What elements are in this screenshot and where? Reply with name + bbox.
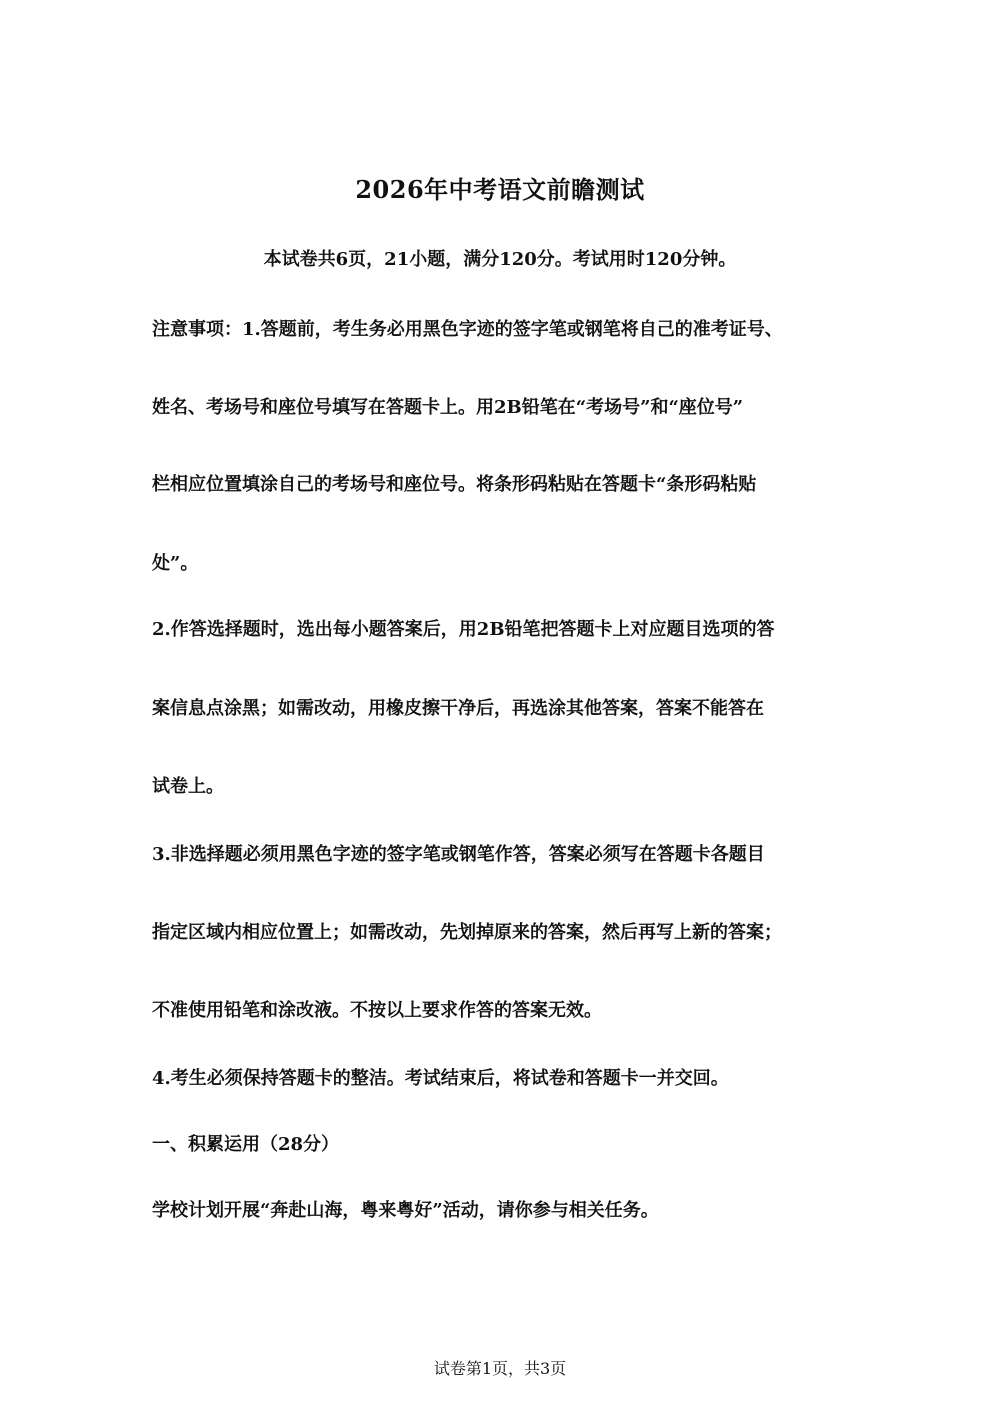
notice-line: 试卷上。 bbox=[152, 776, 224, 797]
section-heading: 一、积累运用（28分） bbox=[152, 1134, 340, 1155]
notice-line: 不准使用铅笔和涂改液。不按以上要求作答的答案无效。 bbox=[152, 1000, 602, 1021]
notice-line: 姓名、考场号和座位号填写在答题卡上。用2B铅笔在“考场号”和“座位号” bbox=[152, 397, 744, 418]
notice-line: 3.非选择题必须用黑色字迹的签字笔或钢笔作答，答案必须写在答题卡各题目 bbox=[152, 844, 765, 865]
notice-line: 处”。 bbox=[152, 553, 199, 574]
notice-line: 指定区域内相应位置上；如需改动，先划掉原来的答案，然后再写上新的答案； bbox=[152, 922, 782, 943]
notice-line: 栏相应位置填涂自己的考场号和座位号。将条形码粘贴在答题卡“条形码粘贴 bbox=[152, 474, 757, 495]
notice-line: 案信息点涂黑；如需改动，用橡皮擦干净后，再选涂其他答案，答案不能答在 bbox=[152, 698, 764, 719]
exam-title: 2026年中考语文前瞻测试 bbox=[355, 175, 645, 204]
notice-line: 2.作答选择题时，选出每小题答案后，用2B铅笔把答题卡上对应题目选项的答 bbox=[152, 619, 775, 640]
section-intro: 学校计划开展“奔赴山海，粤来粤好”活动，请你参与相关任务。 bbox=[152, 1200, 659, 1221]
notice-line: 4.考生必须保持答题卡的整洁。考试结束后，将试卷和答题卡一并交回。 bbox=[152, 1068, 729, 1089]
exam-subtitle: 本试卷共6页，21小题，满分120分。考试用时120分钟。 bbox=[263, 249, 737, 270]
page-footer: 试卷第1页，共3页 bbox=[433, 1359, 567, 1378]
notice-line: 注意事项：1.答题前，考生务必用黑色字迹的签字笔或钢笔将自己的准考证号、 bbox=[152, 319, 783, 340]
